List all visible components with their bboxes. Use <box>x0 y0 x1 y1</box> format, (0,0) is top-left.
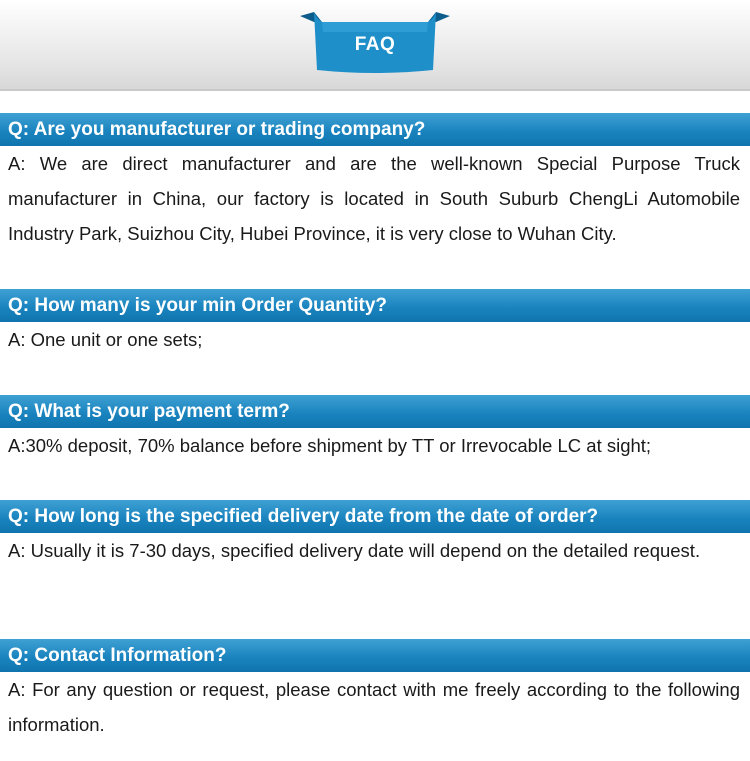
faq-item <box>0 113 750 251</box>
faq-question: Q: How many is your min Order Quantity? <box>0 289 750 322</box>
faq-item <box>0 639 750 742</box>
faq-badge-label: FAQ <box>354 34 396 55</box>
faq-answer: A: For any question or request, please contact with me freely according to the following information. <box>8 679 740 735</box>
faq-item <box>0 500 750 568</box>
faq-question: Q: How long is the specified delivery date from the date of order? <box>0 500 750 533</box>
faq-question: Q: Are you manufacturer or trading company? <box>0 113 750 146</box>
faq-answer: A: Usually it is 7-30 days, specified delivery date will depend on the detailed request. <box>8 540 701 561</box>
faq-item <box>0 289 750 357</box>
faq-item <box>0 395 750 463</box>
faq-answer: A:30% deposit, 70% balance before shipment by TT or Irrevocable LC at sight; <box>8 435 652 456</box>
faq-question: Q: Contact Information? <box>0 639 750 672</box>
faq-question: Q: What is your payment term? <box>0 395 750 428</box>
faq-ribbon-badge <box>300 12 450 74</box>
faq-header-band <box>0 0 750 91</box>
faq-answer: A: One unit or one sets; <box>8 329 203 350</box>
faq-answer: A: We are direct manufacturer and are the well-known Special Purpose Truck manufacturer in China, our factory is located in South Suburb ChengLi Automobile Industry Park, Suizhou City, Hubei Province, it is very close to Wuhan City. <box>8 153 740 244</box>
